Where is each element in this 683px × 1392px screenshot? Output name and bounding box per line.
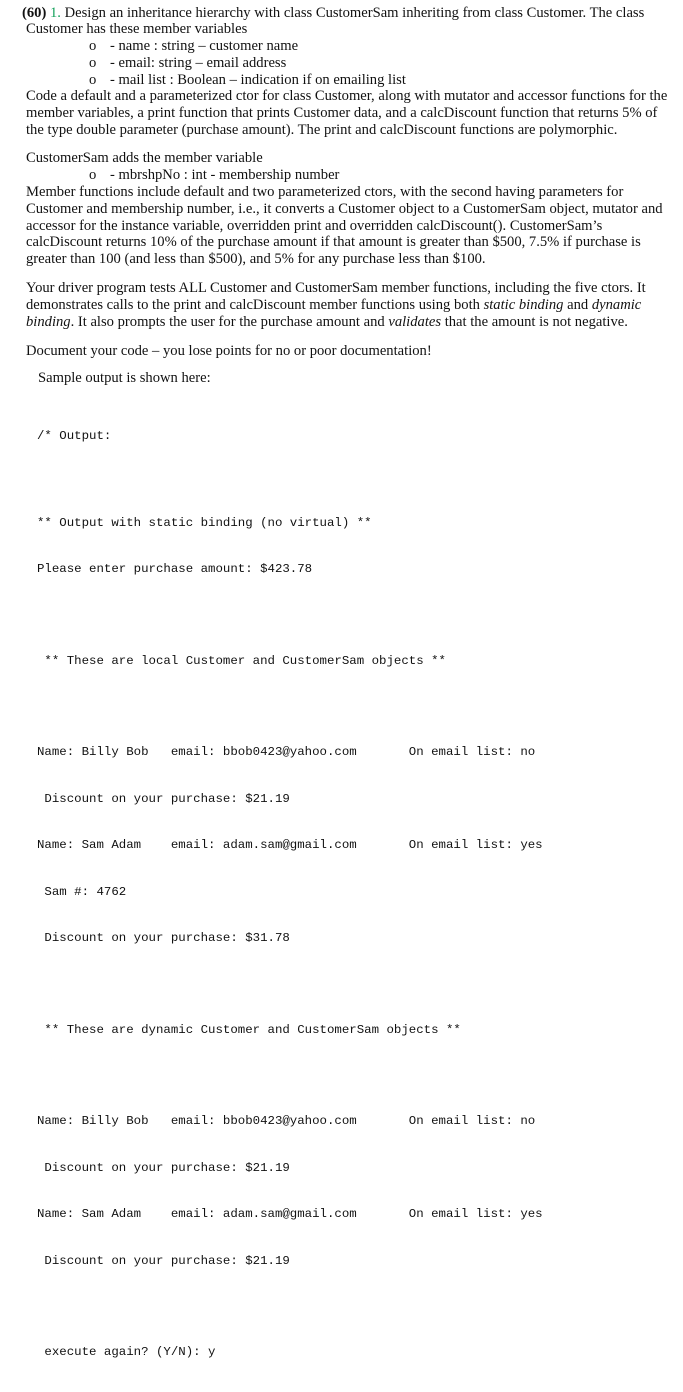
output-line: Name: Billy Bob email: bbob0423@yahoo.com On email list: no	[37, 1114, 536, 1128]
output-line: Name: Sam Adam email: adam.sam@gmail.com On email list: yes	[37, 838, 543, 852]
output-line: Discount on your purchase: $21.19	[37, 1253, 290, 1268]
output-line: /* Output:	[37, 429, 112, 443]
output-line: Sam #: 4762	[37, 884, 127, 899]
output-line	[37, 609, 543, 623]
list-item: o - email: string – email address	[89, 54, 287, 71]
output-line: Name: Billy Bob email: bbob0423@yahoo.com On email list: no	[37, 745, 536, 759]
bullet-icon: o	[89, 54, 97, 71]
bullet-icon: o	[89, 71, 97, 88]
paragraph-documentation: Document your code – you lose points for no or poor documentation!	[26, 343, 432, 359]
list-item: o - mbrshpNo : int - membership number	[89, 167, 340, 183]
sam-intro: CustomerSam adds the member variable	[26, 150, 263, 166]
output-line	[37, 978, 543, 992]
paragraph-sam: Member functions include default and two parameterized ctors, with the second having parameters for Customer and membership number, i.e., it converts a Customer object to a CustomerSam object, mutator and accessor for the instance variable, overridden print and overridden calcDiscount(). CustomerSam’s calcDiscount returns 10% of the purchase amount if that amount is greater than $500, 7.5% if purchase is greater than 100 (and less than $500), and 5% for any purchase less than $100.	[26, 184, 663, 268]
output-line: Discount on your purchase: $21.19	[37, 791, 290, 806]
output-line	[37, 476, 543, 485]
output-line: ** These are local Customer and CustomerSam objects **	[37, 653, 446, 668]
output-line	[37, 700, 543, 714]
bullet-icon: o	[89, 167, 97, 183]
output-line: ** These are dynamic Customer and CustomerSam objects **	[37, 1022, 461, 1037]
customer-member-list	[89, 38, 406, 88]
sam-member-list	[89, 167, 340, 184]
question-header	[22, 5, 644, 22]
output-line	[37, 1069, 543, 1083]
paragraph-customer: Code a default and a parameterized ctor for class Customer, along with mutator and accessor functions for the member variables, a print function that prints Customer data, and a calcDiscount function that returns 5% of the type double parameter (purchase amount). The print and calcDiscount functions are polymorphic.	[26, 88, 668, 138]
sample-output-heading: Sample output is shown here:	[38, 370, 211, 386]
question-intro-2: Customer has these member variables	[26, 21, 248, 37]
sample-output-block	[37, 398, 543, 1392]
question-number: 1.	[49, 5, 61, 21]
output-line: execute again? (Y/N): y	[37, 1345, 216, 1359]
question-intro: Design an inheritance hierarchy with class CustomerSam inheriting from class Customer. The class	[60, 5, 645, 21]
output-line: ** Output with static binding (no virtual) **	[37, 515, 372, 530]
output-line: Discount on your purchase: $31.78	[37, 931, 290, 945]
points-label: (60)	[22, 5, 47, 21]
paragraph-driver: Your driver program tests ALL Customer and CustomerSam member functions, including the five ctors. It demonstrates calls to the print and calcDiscount member functions using both static binding and dynamic binding. It also prompts the user for the purchase amount and validates that the amount is not negative.	[26, 280, 646, 330]
list-item: o - name : string – customer name	[89, 38, 299, 54]
list-item: o - mail list : Boolean – indication if on emailing list	[89, 71, 406, 88]
output-line: Name: Sam Adam email: adam.sam@gmail.com On email list: yes	[37, 1207, 543, 1221]
output-line: Please enter purchase amount: $423.78	[37, 562, 313, 576]
output-line: Discount on your purchase: $21.19	[37, 1160, 290, 1175]
bullet-icon: o	[89, 38, 97, 54]
output-line	[37, 1300, 543, 1314]
